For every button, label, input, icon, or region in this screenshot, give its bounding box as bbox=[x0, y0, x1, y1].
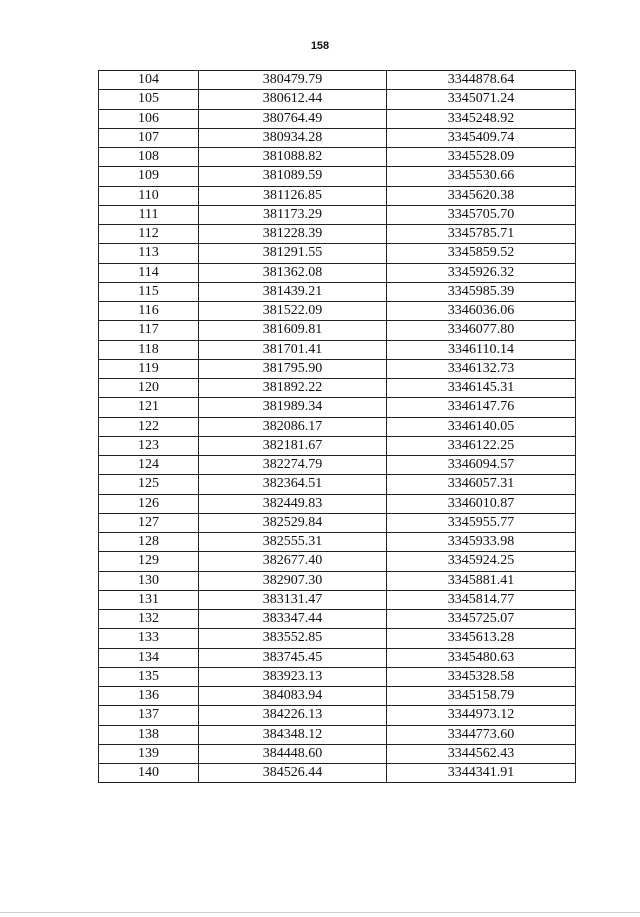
point-number-cell: 108 bbox=[99, 148, 199, 167]
y-coordinate-cell: 3346122.25 bbox=[387, 436, 576, 455]
x-coordinate-cell: 381892.22 bbox=[199, 379, 387, 398]
y-coordinate-cell: 3346140.05 bbox=[387, 417, 576, 436]
point-number-cell: 131 bbox=[99, 590, 199, 609]
table-row bbox=[99, 186, 576, 205]
table-row bbox=[99, 71, 576, 90]
x-coordinate-cell: 384348.12 bbox=[199, 725, 387, 744]
table-row bbox=[99, 667, 576, 686]
point-number-cell: 125 bbox=[99, 475, 199, 494]
x-coordinate-cell: 381989.34 bbox=[199, 398, 387, 417]
y-coordinate-cell: 3344973.12 bbox=[387, 706, 576, 725]
x-coordinate-cell: 381126.85 bbox=[199, 186, 387, 205]
point-number-cell: 137 bbox=[99, 706, 199, 725]
table-row bbox=[99, 687, 576, 706]
y-coordinate-cell: 3346077.80 bbox=[387, 321, 576, 340]
y-coordinate-cell: 3346132.73 bbox=[387, 359, 576, 378]
table-row bbox=[99, 475, 576, 494]
point-number-cell: 133 bbox=[99, 629, 199, 648]
table-row bbox=[99, 610, 576, 629]
y-coordinate-cell: 3346110.14 bbox=[387, 340, 576, 359]
point-number-cell: 124 bbox=[99, 456, 199, 475]
y-coordinate-cell: 3346036.06 bbox=[387, 302, 576, 321]
point-number-cell: 128 bbox=[99, 533, 199, 552]
x-coordinate-cell: 380479.79 bbox=[199, 71, 387, 90]
y-coordinate-cell: 3345881.41 bbox=[387, 571, 576, 590]
x-coordinate-cell: 383552.85 bbox=[199, 629, 387, 648]
x-coordinate-cell: 382181.67 bbox=[199, 436, 387, 455]
table-row bbox=[99, 764, 576, 783]
y-coordinate-cell: 3346057.31 bbox=[387, 475, 576, 494]
y-coordinate-cell: 3345705.70 bbox=[387, 205, 576, 224]
table-row bbox=[99, 90, 576, 109]
x-coordinate-cell: 381088.82 bbox=[199, 148, 387, 167]
x-coordinate-cell: 381228.39 bbox=[199, 225, 387, 244]
table-row bbox=[99, 629, 576, 648]
point-number-cell: 118 bbox=[99, 340, 199, 359]
point-number-cell: 117 bbox=[99, 321, 199, 340]
point-number-cell: 122 bbox=[99, 417, 199, 436]
y-coordinate-cell: 3346010.87 bbox=[387, 494, 576, 513]
y-coordinate-cell: 3345248.92 bbox=[387, 109, 576, 128]
table-row bbox=[99, 359, 576, 378]
table-row bbox=[99, 244, 576, 263]
x-coordinate-cell: 381089.59 bbox=[199, 167, 387, 186]
point-number-cell: 135 bbox=[99, 667, 199, 686]
x-coordinate-cell: 384526.44 bbox=[199, 764, 387, 783]
x-coordinate-cell: 384226.13 bbox=[199, 706, 387, 725]
table-row bbox=[99, 513, 576, 532]
point-number-cell: 136 bbox=[99, 687, 199, 706]
point-number-cell: 105 bbox=[99, 90, 199, 109]
x-coordinate-cell: 381795.90 bbox=[199, 359, 387, 378]
table-row bbox=[99, 225, 576, 244]
y-coordinate-cell: 3345985.39 bbox=[387, 282, 576, 301]
y-coordinate-cell: 3345620.38 bbox=[387, 186, 576, 205]
y-coordinate-cell: 3345725.07 bbox=[387, 610, 576, 629]
table-row bbox=[99, 282, 576, 301]
x-coordinate-cell: 380612.44 bbox=[199, 90, 387, 109]
point-number-cell: 127 bbox=[99, 513, 199, 532]
table-row bbox=[99, 494, 576, 513]
x-coordinate-cell: 382677.40 bbox=[199, 552, 387, 571]
x-coordinate-cell: 382555.31 bbox=[199, 533, 387, 552]
x-coordinate-cell: 382529.84 bbox=[199, 513, 387, 532]
point-number-cell: 112 bbox=[99, 225, 199, 244]
point-number-cell: 139 bbox=[99, 744, 199, 763]
y-coordinate-cell: 3345528.09 bbox=[387, 148, 576, 167]
y-coordinate-cell: 3345613.28 bbox=[387, 629, 576, 648]
x-coordinate-cell: 383131.47 bbox=[199, 590, 387, 609]
point-number-cell: 121 bbox=[99, 398, 199, 417]
point-number-cell: 129 bbox=[99, 552, 199, 571]
x-coordinate-cell: 381173.29 bbox=[199, 205, 387, 224]
y-coordinate-cell: 3345924.25 bbox=[387, 552, 576, 571]
point-number-cell: 104 bbox=[99, 71, 199, 90]
x-coordinate-cell: 381701.41 bbox=[199, 340, 387, 359]
y-coordinate-cell: 3344773.60 bbox=[387, 725, 576, 744]
table-row bbox=[99, 167, 576, 186]
y-coordinate-cell: 3346145.31 bbox=[387, 379, 576, 398]
table-row bbox=[99, 436, 576, 455]
point-number-cell: 114 bbox=[99, 263, 199, 282]
y-coordinate-cell: 3345328.58 bbox=[387, 667, 576, 686]
y-coordinate-cell: 3345071.24 bbox=[387, 90, 576, 109]
table-row bbox=[99, 148, 576, 167]
table-row bbox=[99, 302, 576, 321]
y-coordinate-cell: 3346094.57 bbox=[387, 456, 576, 475]
table-row bbox=[99, 590, 576, 609]
x-coordinate-cell: 383347.44 bbox=[199, 610, 387, 629]
table-row bbox=[99, 398, 576, 417]
x-coordinate-cell: 383923.13 bbox=[199, 667, 387, 686]
y-coordinate-cell: 3344341.91 bbox=[387, 764, 576, 783]
y-coordinate-cell: 3345409.74 bbox=[387, 128, 576, 147]
point-number-cell: 115 bbox=[99, 282, 199, 301]
x-coordinate-cell: 381439.21 bbox=[199, 282, 387, 301]
point-number-cell: 113 bbox=[99, 244, 199, 263]
point-number-cell: 106 bbox=[99, 109, 199, 128]
y-coordinate-cell: 3345955.77 bbox=[387, 513, 576, 532]
table-row bbox=[99, 456, 576, 475]
y-coordinate-cell: 3345785.71 bbox=[387, 225, 576, 244]
point-number-cell: 138 bbox=[99, 725, 199, 744]
table-row bbox=[99, 340, 576, 359]
point-number-cell: 110 bbox=[99, 186, 199, 205]
y-coordinate-cell: 3345530.66 bbox=[387, 167, 576, 186]
point-number-cell: 109 bbox=[99, 167, 199, 186]
table-row bbox=[99, 571, 576, 590]
x-coordinate-cell: 381609.81 bbox=[199, 321, 387, 340]
y-coordinate-cell: 3345158.79 bbox=[387, 687, 576, 706]
page-number: 158 bbox=[310, 40, 330, 52]
x-coordinate-cell: 384083.94 bbox=[199, 687, 387, 706]
table-row bbox=[99, 128, 576, 147]
table-row bbox=[99, 552, 576, 571]
point-number-cell: 132 bbox=[99, 610, 199, 629]
point-number-cell: 107 bbox=[99, 128, 199, 147]
point-number-cell: 140 bbox=[99, 764, 199, 783]
y-coordinate-cell: 3344878.64 bbox=[387, 71, 576, 90]
x-coordinate-cell: 382086.17 bbox=[199, 417, 387, 436]
x-coordinate-cell: 383745.45 bbox=[199, 648, 387, 667]
point-number-cell: 134 bbox=[99, 648, 199, 667]
table-row bbox=[99, 725, 576, 744]
point-number-cell: 123 bbox=[99, 436, 199, 455]
x-coordinate-cell: 384448.60 bbox=[199, 744, 387, 763]
coordinate-table bbox=[98, 70, 576, 783]
table-row bbox=[99, 205, 576, 224]
x-coordinate-cell: 380934.28 bbox=[199, 128, 387, 147]
table-row bbox=[99, 648, 576, 667]
y-coordinate-cell: 3345859.52 bbox=[387, 244, 576, 263]
table-row bbox=[99, 379, 576, 398]
x-coordinate-cell: 381522.09 bbox=[199, 302, 387, 321]
y-coordinate-cell: 3345933.98 bbox=[387, 533, 576, 552]
x-coordinate-cell: 382274.79 bbox=[199, 456, 387, 475]
x-coordinate-cell: 381362.08 bbox=[199, 263, 387, 282]
x-coordinate-cell: 382449.83 bbox=[199, 494, 387, 513]
x-coordinate-cell: 382364.51 bbox=[199, 475, 387, 494]
point-number-cell: 130 bbox=[99, 571, 199, 590]
y-coordinate-cell: 3345480.63 bbox=[387, 648, 576, 667]
table-row bbox=[99, 417, 576, 436]
table-row bbox=[99, 263, 576, 282]
coordinate-table-body bbox=[99, 71, 576, 783]
point-number-cell: 126 bbox=[99, 494, 199, 513]
point-number-cell: 111 bbox=[99, 205, 199, 224]
point-number-cell: 119 bbox=[99, 359, 199, 378]
x-coordinate-cell: 380764.49 bbox=[199, 109, 387, 128]
y-coordinate-cell: 3345926.32 bbox=[387, 263, 576, 282]
point-number-cell: 116 bbox=[99, 302, 199, 321]
x-coordinate-cell: 382907.30 bbox=[199, 571, 387, 590]
table-row bbox=[99, 706, 576, 725]
y-coordinate-cell: 3345814.77 bbox=[387, 590, 576, 609]
table-row bbox=[99, 109, 576, 128]
y-coordinate-cell: 3344562.43 bbox=[387, 744, 576, 763]
table-row bbox=[99, 533, 576, 552]
table-row bbox=[99, 744, 576, 763]
point-number-cell: 120 bbox=[99, 379, 199, 398]
bottom-rule bbox=[0, 912, 640, 913]
table-row bbox=[99, 321, 576, 340]
y-coordinate-cell: 3346147.76 bbox=[387, 398, 576, 417]
x-coordinate-cell: 381291.55 bbox=[199, 244, 387, 263]
